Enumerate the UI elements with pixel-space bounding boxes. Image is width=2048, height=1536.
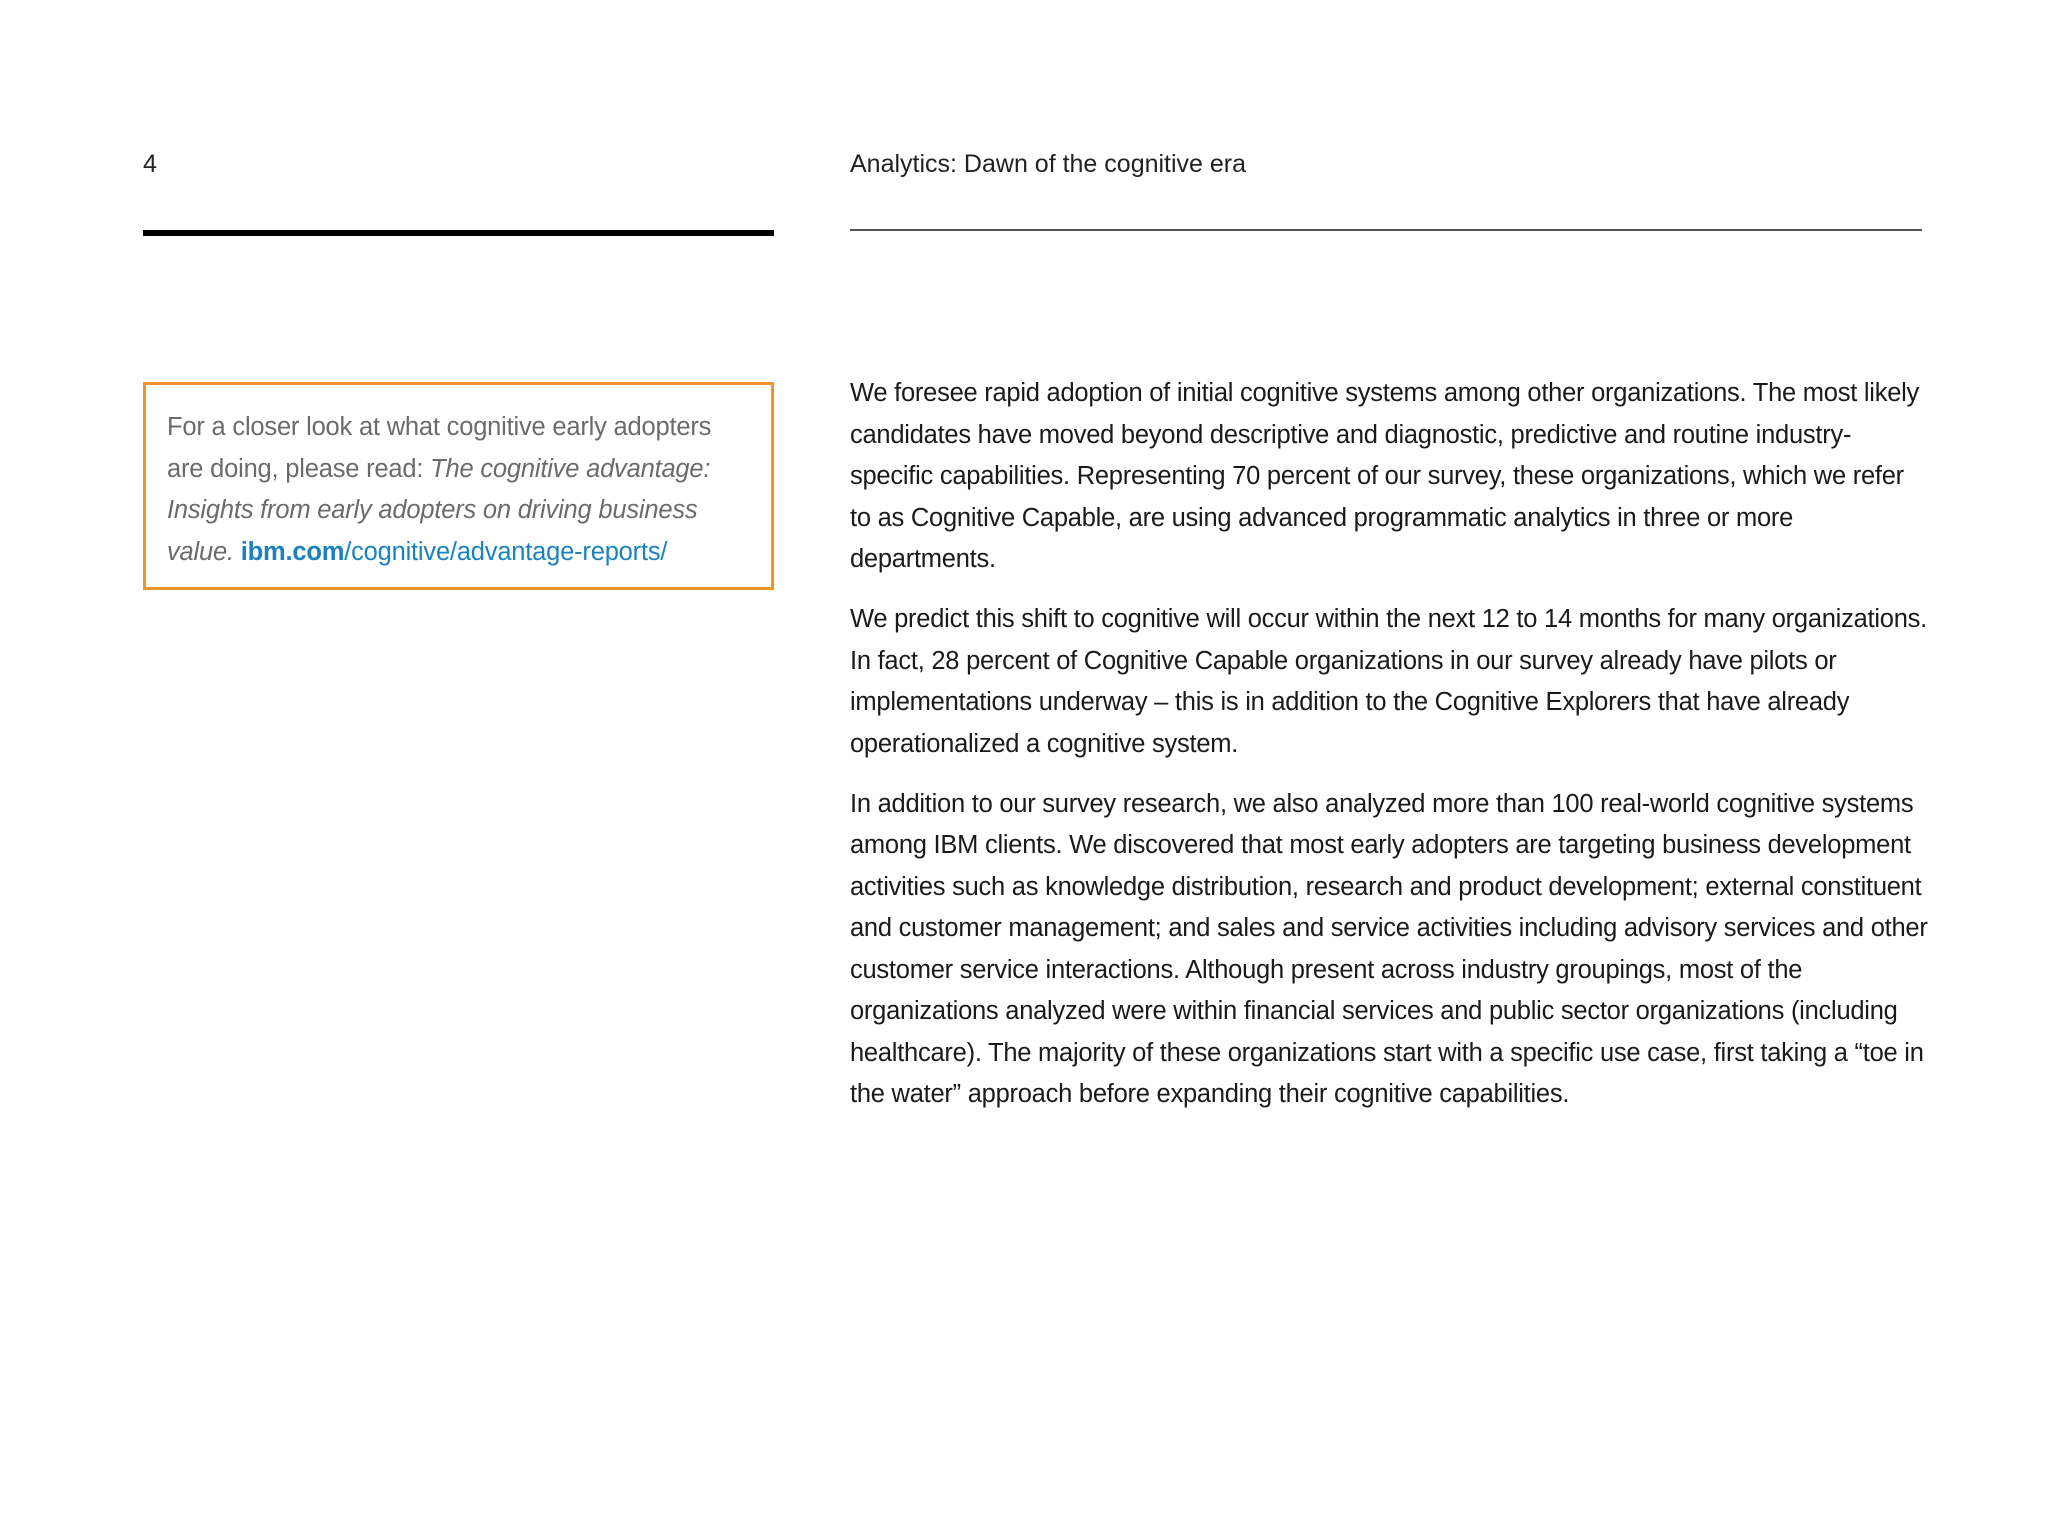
header-rule (850, 229, 1922, 231)
callout-box (143, 382, 774, 590)
page-number: 4 (143, 150, 157, 178)
body-paragraph: We predict this shift to cognitive will occur within the next 12 to 14 months for many organizations. In fact, 28 percent of Cognitive Capable organizations in our survey already have pilots or implementations underway – this is in addition to the Cognitive Explorers that have already operationalized a cognitive system. (850, 605, 1927, 758)
body-paragraph: We foresee rapid adoption of initial cognitive systems among other organizations. The most likely candidates have moved beyond descriptive and diagnostic, predictive and routine industry-specific capabilities. Representing 70 percent of our survey, these organizations, which we refer to as Cognitive Capable, are using advanced programmatic analytics in three or more departments. (850, 379, 1920, 573)
callout-link[interactable] (241, 538, 668, 566)
callout-link-path[interactable]: /cognitive/advantage-reports/ (344, 537, 668, 566)
callout-report-title: The cognitive advantage: Insights from early adopters on driving business value. (167, 454, 711, 566)
body-text (850, 373, 1930, 1134)
callout-link-domain[interactable]: ibm.com (240, 537, 345, 566)
body-paragraph: In addition to our survey research, we also analyzed more than 100 real-world cognitive systems among IBM clients. We discovered that most early adopters are targeting business development activities such as knowledge distribution, research and product development; external constituent and customer management; and sales and service activities including advisory services and other customer service interactions. Although present across industry groupings, most of the organizations analyzed were within financial services and public sector organizations (including healthcare). The majority of these organizations start with a specific use case, first taking a “toe in the water” approach before expanding their cognitive capabilities. (850, 789, 1928, 1108)
callout-intro: For a closer look at what cognitive early adopters are doing, please read: (167, 413, 712, 483)
running-title: Analytics: Dawn of the cognitive era (850, 150, 1247, 178)
sidebar-rule (143, 230, 774, 236)
